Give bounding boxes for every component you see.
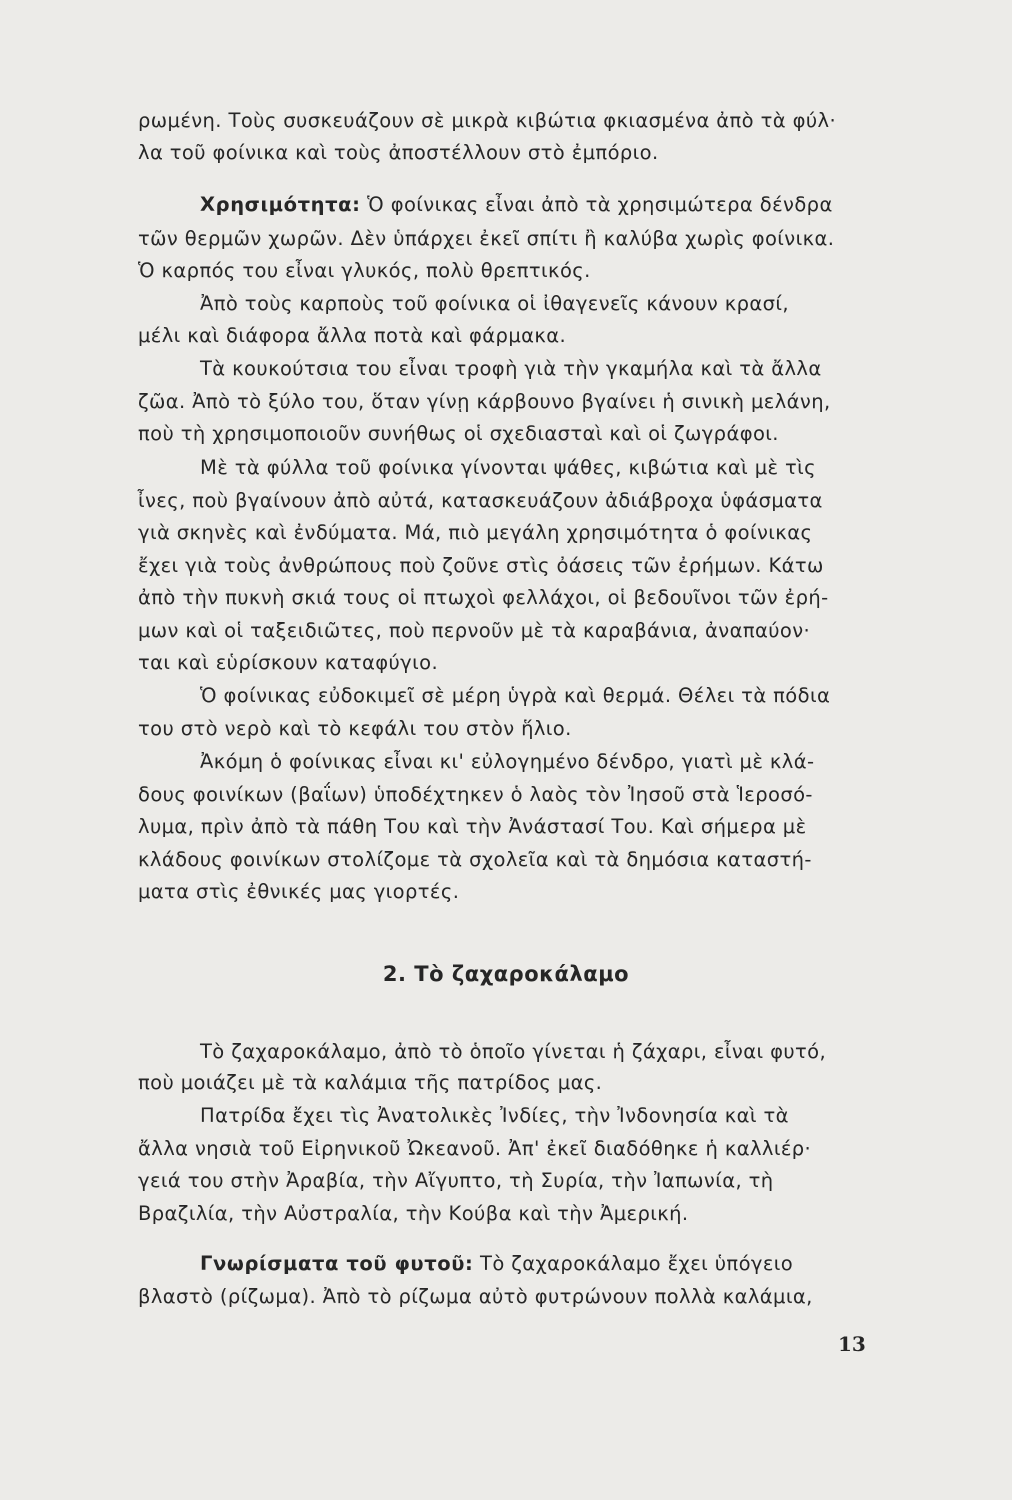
- text-line: μέλι καὶ διάφορα ἄλλα ποτὰ καὶ φάρμακα.: [138, 324, 567, 347]
- text-line: Ἀπὸ τοὺς καρποὺς τοῦ φοίνικα οἱ ἰθαγενεῖς κάνουν κρασί,: [200, 292, 789, 315]
- text-line: ρωμένη. Τοὺς συσκευάζουν σὲ μικρὰ κιβώτια φκιασμένα ἀπὸ τὰ φύλ·: [138, 109, 837, 132]
- page-number: 13: [838, 1332, 866, 1356]
- text-line: ποὺ τὴ χρησιμοποιοῦν συνήθως οἱ σχεδιασταὶ καὶ οἱ ζωγράφοι.: [138, 422, 779, 445]
- text-line: ματα στὶς ἐθνικές μας γιορτές.: [138, 880, 460, 903]
- text-line: ἔχει γιὰ τοὺς ἀνθρώπους ποὺ ζοῦνε στὶς ὀάσεις τῶν ἐρήμων. Κάτω: [138, 554, 824, 577]
- text-line: Πατρίδα ἔχει τὶς Ἀνατολικὲς Ἰνδίες, τὴν Ἰνδονησία καὶ τὰ: [200, 1104, 789, 1127]
- text-span: Ὁ φοίνικας εἶναι ἀπὸ τὰ χρησιμώτερα δένδρα: [360, 193, 833, 216]
- text-line: γιὰ σκηνὲς καὶ ἐνδύματα. Μά, πιὸ μεγάλη χρησιμότητα ὁ φοίνικας: [138, 521, 813, 544]
- text-line: βλαστὸ (ρίζωμα). Ἀπὸ τὸ ρίζωμα αὐτὸ φυτρώνουν πολλὰ καλάμια,: [138, 1285, 813, 1308]
- text-line: γειά του στὴν Ἀραβία, τὴν Αἴγυπτο, τὴ Συρία, τὴν Ἰαπωνία, τὴ: [138, 1169, 774, 1192]
- text-line: ται καὶ εὑρίσκουν καταφύγιο.: [138, 651, 439, 674]
- text-span: Τὸ ζαχαροκάλαμο ἔχει ὑπόγειο: [473, 1252, 794, 1275]
- section-label-usefulness: Χρησιμότητα:: [200, 193, 361, 216]
- text-line: ποὺ μοιάζει μὲ τὰ καλάμια τῆς πατρίδος μας.: [138, 1071, 603, 1094]
- text-line: μων καὶ οἱ ταξειδιῶτες, ποὺ περνοῦν μὲ τὰ καραβάνια, ἀναπαύον·: [138, 619, 811, 642]
- text-line: Βραζιλία, τὴν Αὐστραλία, τὴν Κούβα καὶ τὴν Ἀμερική.: [138, 1202, 689, 1225]
- text-line: Τὸ ζαχαροκάλαμο, ἀπὸ τὸ ὁποῖο γίνεται ἡ ζάχαρι, εἶναι φυτό,: [200, 1040, 827, 1063]
- text-line: Μὲ τὰ φύλλα τοῦ φοίνικα γίνονται ψάθες, κιβώτια καὶ μὲ τὶς: [200, 456, 817, 479]
- text-line: [200, 1251, 793, 1277]
- text-line: ἀπὸ τὴν πυκνὴ σκιά τους οἱ πτωχοὶ φελλάχοι, οἱ βεδουῖνοι τῶν ἐρή-: [138, 586, 829, 609]
- text-line: δους φοινίκων (βαΐων) ὑποδέχτηκεν ὁ λαὸς τὸν Ἰησοῦ στὰ Ἱεροσό-: [138, 783, 813, 806]
- section-label-characteristics: Γνωρίσματα τοῦ φυτοῦ:: [200, 1252, 474, 1275]
- text-line: [200, 192, 833, 218]
- text-line: ἶνες, ποὺ βγαίνουν ἀπὸ αὐτά, κατασκευάζουν ἀδιάβροχα ὑφάσματα: [138, 489, 823, 512]
- section-heading: 2. Τὸ ζαχαροκάλαμο: [382, 962, 630, 986]
- text-line: Ἀκόμη ὁ φοίνικας εἶναι κι' εὐλογημένο δένδρο, γιατὶ μὲ κλά-: [200, 750, 815, 773]
- text-line: Ὁ φοίνικας εὐδοκιμεῖ σὲ μέρη ὑγρὰ καὶ θερμά. Θέλει τὰ πόδια: [200, 684, 831, 707]
- text-line: λα τοῦ φοίνικα καὶ τοὺς ἀποστέλλουν στὸ ἐμπόριο.: [138, 141, 659, 164]
- text-line: ἄλλα νησιὰ τοῦ Εἰρηνικοῦ Ὠκεανοῦ. Ἀπ' ἐκεῖ διαδόθηκε ἡ καλλιέρ·: [138, 1137, 812, 1160]
- text-line: τῶν θερμῶν χωρῶν. Δὲν ὑπάρχει ἐκεῖ σπίτι ἢ καλύβα χωρὶς φοίνικα.: [138, 227, 835, 250]
- text-line: ζῶα. Ἀπὸ τὸ ξύλο του, ὅταν γίνῃ κάρβουνο βγαίνει ἡ σινικὴ μελάνη,: [138, 390, 831, 413]
- text-line: Τὰ κουκούτσια του εἶναι τροφὴ γιὰ τὴν γκαμήλα καὶ τὰ ἄλλα: [200, 357, 822, 380]
- text-line: Ὁ καρπός του εἶναι γλυκός, πολὺ θρεπτικός.: [138, 259, 591, 282]
- text-line: του στὸ νερὸ καὶ τὸ κεφάλι του στὸν ἥλιο.: [138, 717, 572, 740]
- text-line: λυμα, πρὶν ἀπὸ τὰ πάθη Του καὶ τὴν Ἀνάστασί Του. Καὶ σήμερα μὲ: [138, 815, 807, 838]
- text-line: κλάδους φοινίκων στολίζομε τὰ σχολεῖα καὶ τὰ δημόσια καταστή-: [138, 848, 812, 871]
